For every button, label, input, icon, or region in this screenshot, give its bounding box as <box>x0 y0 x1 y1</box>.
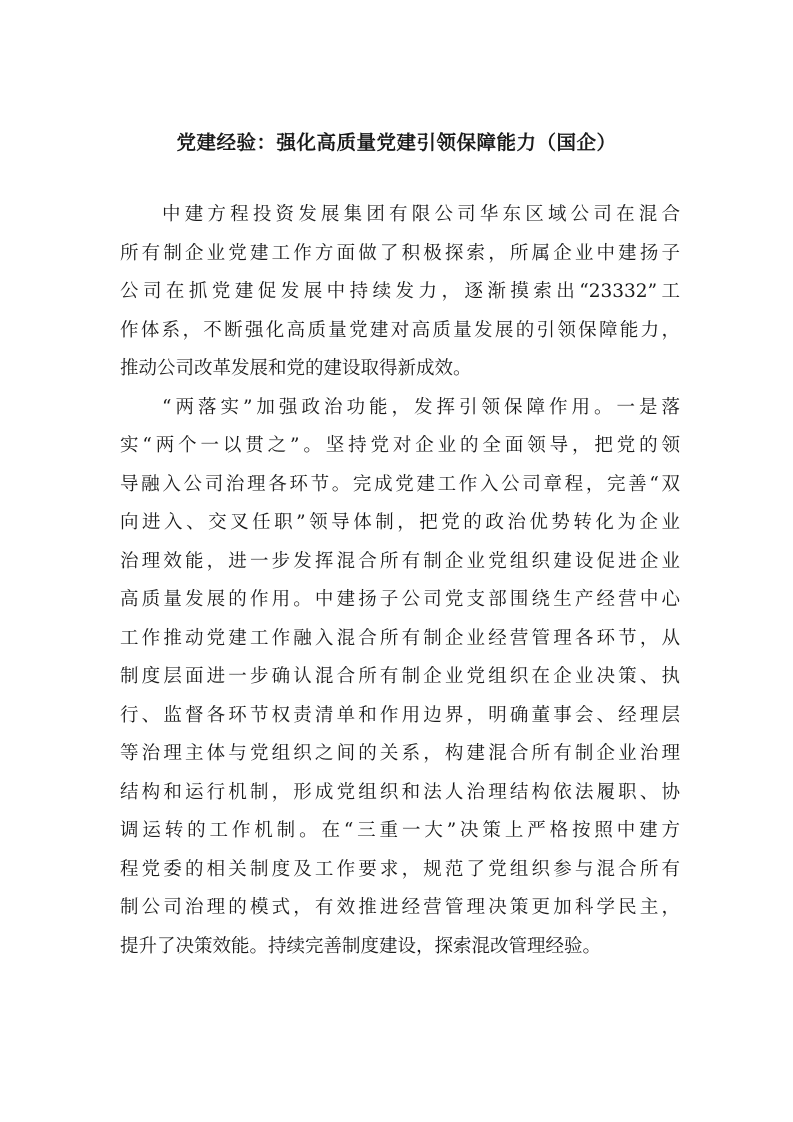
paragraph-1-line-5: 推动公司改革发展和党的建设取得新成效。 <box>120 358 472 379</box>
paragraph-2-line-15: 提升了决策效能。持续完善制度建设，探索混改管理经验。 <box>120 935 602 957</box>
paragraph-2-line-3: 导融入公司治理各环节。完成党建工作入公司章程，完善“双 <box>120 473 680 495</box>
paragraph-2-line-4: 向进入、交叉任职”领导体制，把党的政治优势转化为企业 <box>120 512 680 533</box>
paragraph-2-line-13: 程党委的相关制度及工作要求，规范了党组织参与混合所有 <box>120 858 680 880</box>
paragraph-1-line-3: 公司在抓党建促发展中持续发力，逐渐摸索出“23332”工 <box>120 281 680 302</box>
paragraph-1-line-2: 所有制企业党建工作方面做了积极探索，所属企业中建扬子 <box>120 242 680 264</box>
paragraph-2-line-7: 工作推动党建工作融入混合所有制企业经营管理各环节，从 <box>120 627 680 649</box>
paragraph-2-line-12: 调运转的工作机制。在“三重一大”决策上严格按照中建方 <box>120 820 680 841</box>
paragraph-2-line-14: 制公司治理的模式，有效推进经营管理决策更加科学民主， <box>120 897 680 918</box>
document-body <box>120 196 680 966</box>
paragraph-1-line-4: 作体系，不断强化高质量党建对高质量发展的引领保障能力， <box>120 319 680 341</box>
paragraph-2-line-6: 高质量发展的作用。中建扬子公司党支部围绕生产经营中心 <box>120 589 680 610</box>
paragraph-2-line-10: 等治理主体与党组织之间的关系，构建混合所有制企业治理 <box>120 743 680 764</box>
paragraph-2-line-5: 治理效能，进一步发挥混合所有制企业党组织建设促进企业 <box>120 550 680 572</box>
paragraph-2-line-9: 行、监督各环节权责清单和作用边界，明确董事会、经理层 <box>120 704 680 726</box>
paragraph-2-line-1: “两落实”加强政治功能，发挥引领保障作用。一是落 <box>162 396 680 418</box>
paragraph-2-line-8: 制度层面进一步确认混合所有制企业党组织在企业决策、执 <box>120 666 680 687</box>
paragraph-2-line-2: 实“两个一以贯之”。坚持党对企业的全面领导，把党的领 <box>120 435 680 456</box>
paragraph-2-line-11: 结构和运行机制，形成党组织和法人治理结构依法履职、协 <box>120 781 680 803</box>
paragraph-1-line-1: 中建方程投资发展集团有限公司华东区域公司在混合 <box>162 204 680 225</box>
document-title: 党建经验：强化高质量党建引领保障能力（国企） <box>176 131 617 154</box>
